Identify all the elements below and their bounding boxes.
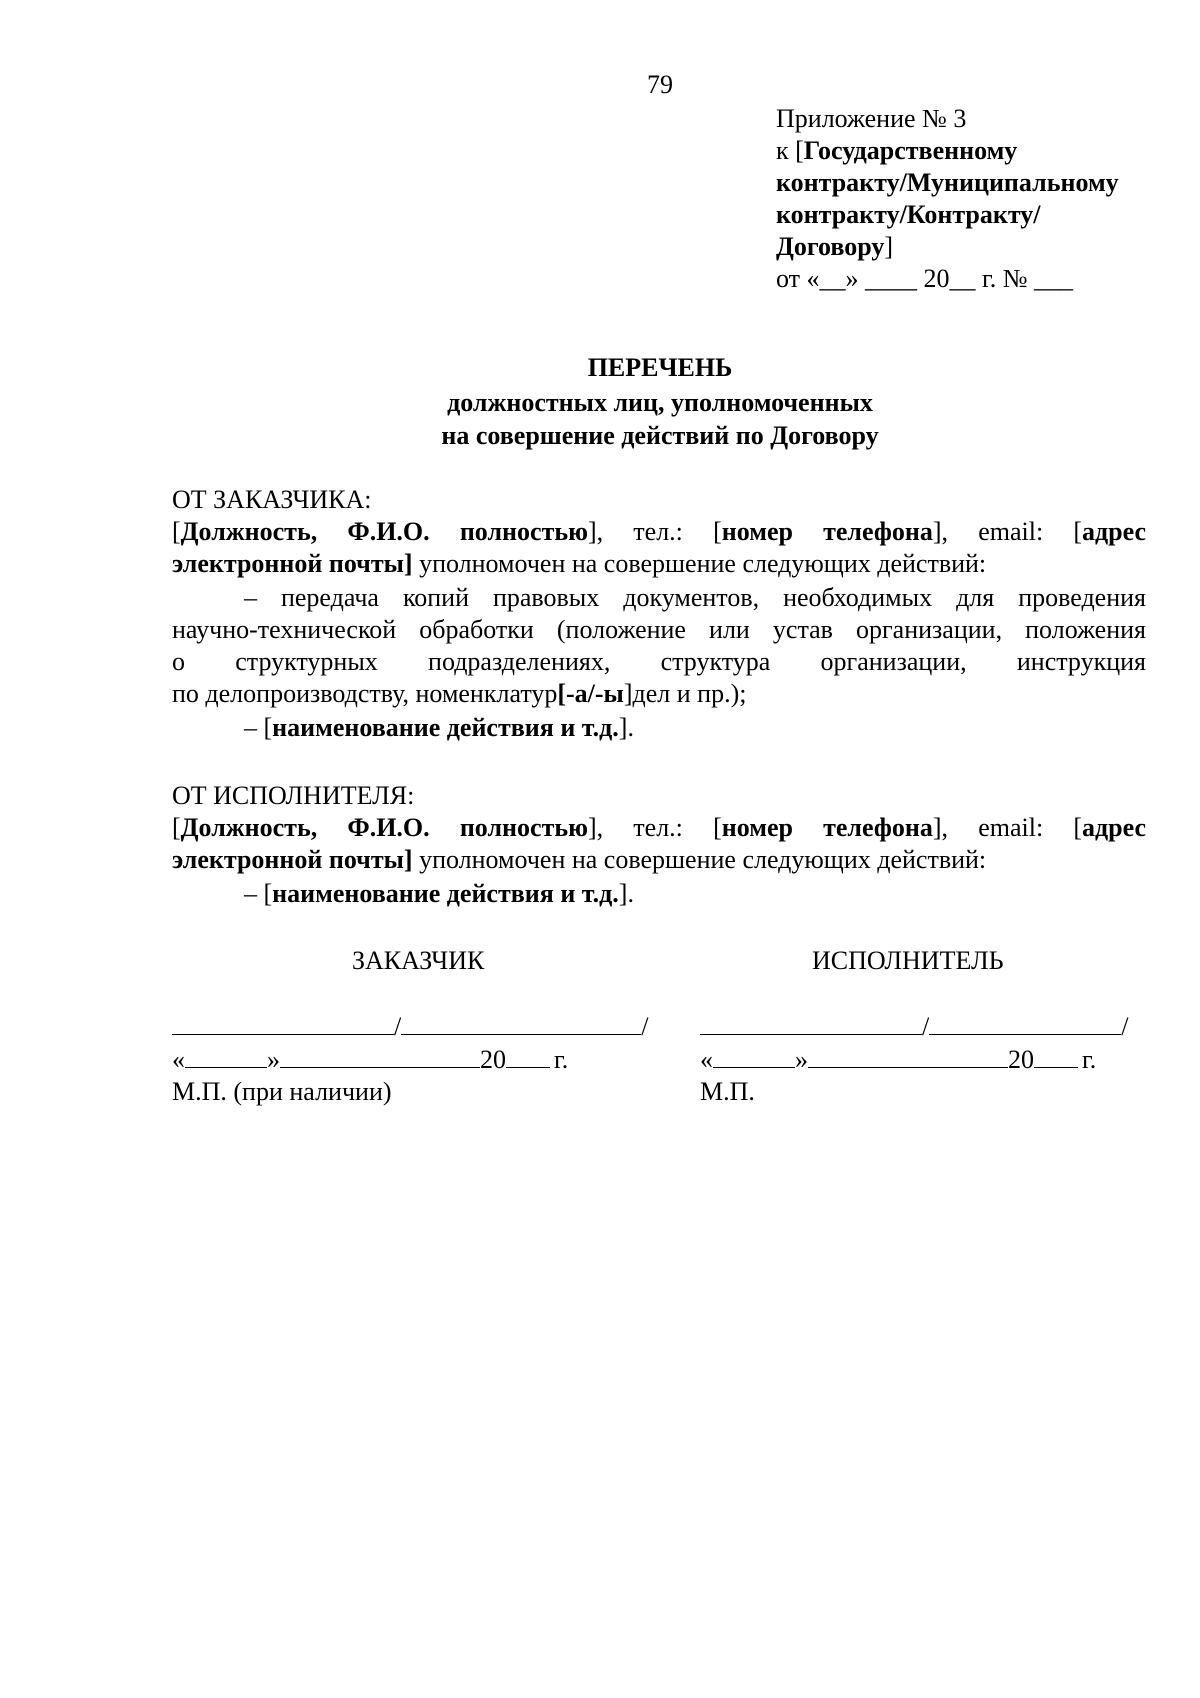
contractor-heading: ОТ ИСПОЛНИТЕЛЯ: [172,781,415,810]
contractor-item1: – [наименование действия и т.д.]. [244,879,634,908]
customer-date-line: « » 20 г. [172,1045,569,1074]
document-subtitle-1: должностных лиц, уполномоченных [447,388,873,417]
appendix-date-line: от «__» ____ 20__ г. № ___ [776,264,1074,293]
customer-item1-line1: – передача копий правовых документов, необходимых для проведения [244,583,1146,612]
customer-paragraph-line1: [Должность, Ф.И.О. полностью], тел.: [номер телефона], email: [адрес [172,517,1147,546]
contractor-paragraph-line2: электронной почты] уполномочен на совершение следующих действий: [172,845,987,874]
contractor-stamp: М.П. [700,1077,755,1106]
contractor-paragraph-line1: [Должность, Ф.И.О. полностью], тел.: [номер телефона], email: [адрес [172,813,1147,842]
customer-stamp: М.П. (при наличии) [172,1077,392,1106]
contractor-signature-line: / / [700,1010,1128,1042]
appendix-number: Приложение № 3 [776,104,967,133]
customer-signature-line: / / [172,1010,648,1042]
customer-item1-line4: по делопроизводству, номенклатур[-а/-ы]дел и пр.); [172,679,747,708]
document-title: ПЕРЕЧЕНЬ [587,353,733,382]
customer-item2: – [наименование действия и т.д.]. [244,713,634,742]
customer-paragraph-line2: электронной почты] уполномочен на совершение следующих действий: [172,549,987,578]
appendix-contract-line: к [Государственному [776,136,1018,165]
appendix-header: Приложение № 3 к [Государственному контракту/Муниципальному контракту/Контракту/ Договору] от «__» ____ 20__ г. № ___ [776,104,1119,293]
document-subtitle-2: на совершение действий по Договору [441,421,879,450]
contractor-signature-label: ИСПОЛНИТЕЛЬ [812,946,1004,975]
customer-item1-line2: научно-технической обработки (положение или устав организации, положения [172,615,1146,644]
customer-item1-line3: о структурных подразделениях, структура организации, инструкция [172,647,1146,676]
customer-heading: ОТ ЗАКАЗЧИКА: [172,485,372,514]
customer-signature-label: ЗАКАЗЧИК [352,946,485,975]
page-number: 79 [647,70,673,99]
contractor-date-line: « » 20 г. [700,1045,1097,1074]
